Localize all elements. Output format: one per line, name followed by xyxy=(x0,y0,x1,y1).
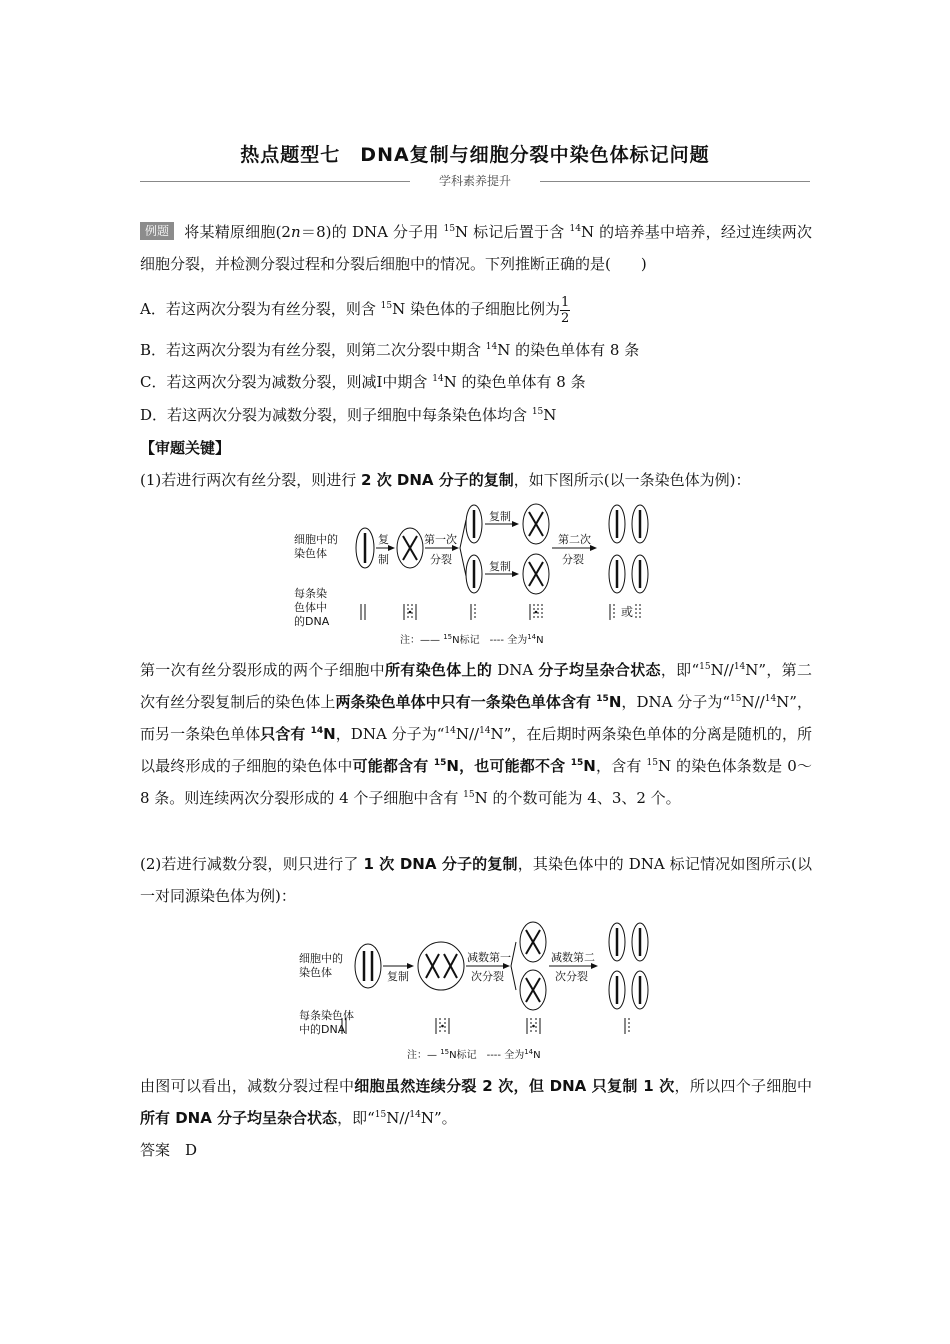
svg-text:细胞中的: 细胞中的 xyxy=(299,952,343,965)
page-title: 热点题型七 DNA复制与细胞分裂中染色体标记问题 xyxy=(240,144,710,166)
fraction-one-half: $\frac{1}{2}$ xyxy=(560,294,570,326)
svg-text:或: 或 xyxy=(621,605,634,619)
key-paragraph-1: (1)若进行两次有丝分裂，则进行 2 次 DNA 分子的复制，如下图所示(以一条染色体为例)： xyxy=(140,471,751,489)
svg-text:第二次: 第二次 xyxy=(558,533,591,546)
option-b: B．若这两次分裂为有丝分裂，则第二次分裂中期含 $^{14}$N 的染色单体有 8 条 xyxy=(140,341,640,359)
option-c: C．若这两次分裂为减数分裂，则减Ⅰ中期含 $^{14}$N 的染色单体有 8 条 xyxy=(140,373,586,391)
section-subtitle-line xyxy=(140,172,810,192)
fig2-note: 注：— $^{15}$N标记 ---- 全为$^{14}$N xyxy=(407,1048,541,1061)
svg-text:减数第一: 减数第一 xyxy=(467,951,511,964)
svg-text:染色体: 染色体 xyxy=(299,966,332,979)
svg-text:复制: 复制 xyxy=(489,510,511,523)
svg-text:每条染: 每条染 xyxy=(294,587,327,600)
svg-text:分裂: 分裂 xyxy=(562,553,584,566)
fig1-row1-label-b: 染色体 xyxy=(294,547,327,560)
svg-text:减数第二: 减数第二 xyxy=(551,951,595,964)
svg-text:制: 制 xyxy=(378,553,389,566)
figure-meiosis-diagram xyxy=(295,918,665,1066)
svg-text:色体中: 色体中 xyxy=(294,601,327,614)
svg-text:的DNA: 的DNA xyxy=(294,615,330,628)
option-d: D．若这两次分裂为减数分裂，则子细胞中每条染色体均含 $^{15}$N xyxy=(140,406,557,424)
example-badge: 例题 xyxy=(140,222,174,240)
option-a: A．若这两次分裂为有丝分裂，则含 $^{15}$N 染色体的子细胞比例为 $\frac{1}{2}$ xyxy=(140,294,570,326)
key-paragraph-3: (2)若进行减数分裂，则只进行了 1 次 DNA 分子的复制，其染色体中的 DNA 标记情况如图所示(以一对同源染色体为例)： xyxy=(140,855,813,905)
fig1-note: 注：—— $^{15}$N标记 ---- 全为$^{14}$N xyxy=(400,633,544,646)
answer-label: 答案 xyxy=(140,1141,171,1159)
svg-text:分裂: 分裂 xyxy=(430,553,452,566)
svg-text:第一次: 第一次 xyxy=(424,533,457,546)
svg-text:中的DNA: 中的DNA xyxy=(299,1023,346,1036)
section-subtitle: 学科素养提升 xyxy=(438,174,511,188)
svg-text:次分裂: 次分裂 xyxy=(471,970,504,983)
key-heading: 【审题关键】 xyxy=(140,439,231,457)
fig1-row1-label-a: 细胞中的 xyxy=(294,533,338,546)
example-stem: 例题 将某精原细胞(2n＝8)的 DNA 分子用 $^{15}$N 标记后置于含 $^{14}$N 的培养基中培养，经过连续两次细胞分裂，并检测分裂过程和分裂后细胞中的情况。下列推断正确的是( ) xyxy=(140,223,812,273)
answer-line xyxy=(140,1134,812,1166)
svg-text:次分裂: 次分裂 xyxy=(555,970,588,983)
svg-text:复: 复 xyxy=(378,533,389,546)
svg-text:每条染色体: 每条染色体 xyxy=(299,1009,354,1022)
figure-mitosis-diagram xyxy=(290,500,670,652)
key-paragraph-2: 第一次有丝分裂形成的两个子细胞中所有染色体上的 DNA 分子均呈杂合状态，即“$^{15}$N//$^{14}$N”，第二次有丝分裂复制后的染色体上两条染色单体中只有一条染色单体含有 $^{15}$N，DNA 分子为“$^{15}$N//$^{14}$N”，而另一条染色单体只含有 $^{14}$N，DNA 分子为“$^{14}$N//$^{14}$N”，在后期时两条染色单体的分离是随机的，所以最终形成的子细胞的染色体中可能都含有 $^{15}$N，也可能都不含 $^{15}$N，含有 $^{15}$N 的染色体条数是 0～8 条。则连续两次分裂形成的 4 个子细胞中含有 $^{15}$N 的个数可能为 4、3、2 个。 xyxy=(140,661,812,807)
svg-text:复制: 复制 xyxy=(387,970,409,983)
answer-value: D xyxy=(185,1141,198,1159)
key-paragraph-4: 由图可以看出，减数分裂过程中细胞虽然连续分裂 2 次，但 DNA 只复制 1 次，所以四个子细胞中所有 DNA 分子均呈杂合状态，即“$^{15}$N//$^{14}$N”。 xyxy=(140,1077,812,1127)
svg-text:复制: 复制 xyxy=(489,560,511,573)
divider-right xyxy=(540,181,810,182)
